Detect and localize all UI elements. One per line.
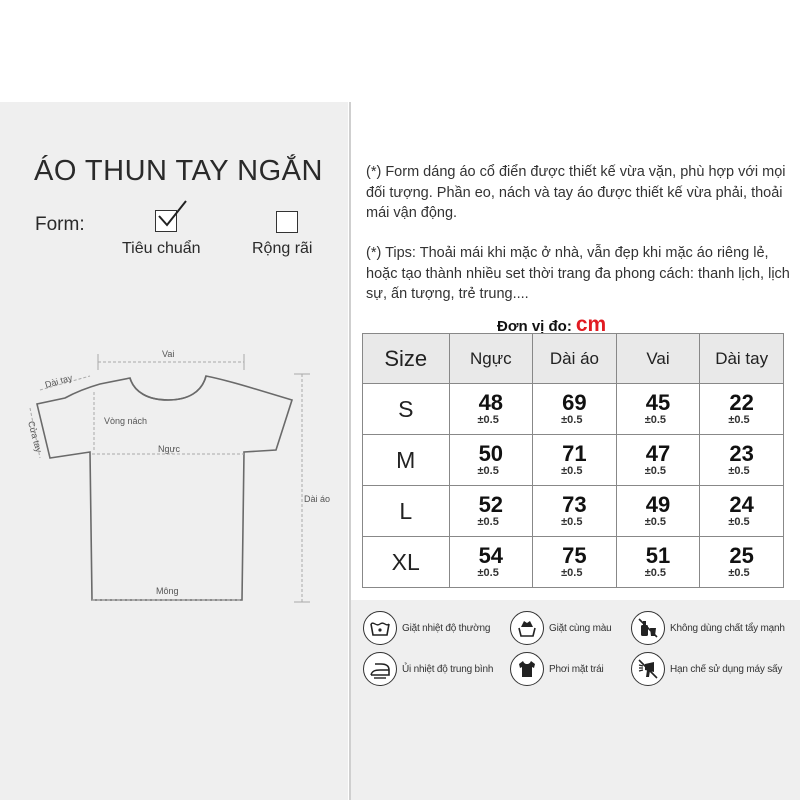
care-item-dry-inside-out — [510, 652, 604, 686]
care-item-no-bleach — [631, 611, 785, 645]
header-chest: Ngực — [449, 334, 533, 384]
value-cell — [449, 537, 533, 588]
size-cell: M — [363, 435, 450, 486]
table-header-row — [363, 334, 784, 384]
value-cell — [533, 435, 617, 486]
value-cell — [533, 486, 617, 537]
value-cell — [616, 384, 700, 435]
diagram-label-length: Dài áo — [304, 494, 331, 504]
care-label: Hạn chế sử dụng máy sấy — [670, 663, 783, 675]
value-cell — [700, 384, 784, 435]
diagram-label-shoulder: Vai — [162, 349, 175, 359]
tolerance: ±0.5 — [644, 465, 667, 477]
measurement-value: 23 — [729, 441, 754, 466]
care-item-wash-same-color — [510, 611, 611, 645]
tolerance: ±0.5 — [644, 567, 667, 579]
unit-value: cm — [575, 313, 607, 336]
form-standard-label: Tiêu chuẩn — [122, 240, 201, 257]
header-size: Size — [363, 334, 450, 384]
iron-medium-icon — [363, 652, 397, 686]
dry-inside-out-icon — [510, 652, 544, 686]
value-cell — [616, 486, 700, 537]
tolerance: ±0.5 — [644, 516, 667, 528]
styling-tips-note: (*) Tips: Thoải mái khi mặc ở nhà, vẫn đẹp khi mặc áo riêng lẻ, hoặc tạo thành nhiều set thời trang đa phong cách: thanh lịch, lịch sự, ấn tượng, trẻ trung.... — [366, 245, 790, 302]
care-item-wash-normal — [363, 611, 490, 645]
wash-normal-icon — [363, 611, 397, 645]
tolerance: ±0.5 — [728, 465, 750, 477]
table-row — [363, 435, 784, 486]
table-row — [363, 384, 784, 435]
care-label: Giặt cùng màu — [549, 622, 612, 634]
measurement-value: 47 — [645, 441, 671, 466]
tolerance: ±0.5 — [477, 414, 499, 426]
measurement-value: 54 — [478, 543, 504, 568]
measurement-value: 69 — [562, 390, 587, 415]
measurement-value: 51 — [645, 543, 671, 568]
value-cell — [533, 384, 617, 435]
header-shoulder: Vai — [616, 334, 700, 384]
tolerance: ±0.5 — [561, 516, 583, 528]
diagram-label-sleeve-length: Dài tay — [43, 372, 74, 390]
care-label: Ủi nhiệt độ trung bình — [402, 663, 494, 675]
form-description-note: (*) Form dáng áo cổ điển được thiết kế vừa vặn, phù hợp với mọi đối tượng. Phần eo, nách và tay áo được thiết kế vừa phải, thoải mái vận động. — [366, 164, 786, 221]
form-wide-label: Rộng rãi — [252, 240, 313, 257]
care-item-iron-medium — [363, 652, 493, 686]
size-cell: L — [363, 486, 450, 537]
tolerance: ±0.5 — [561, 567, 583, 579]
size-cell: XL — [363, 537, 450, 588]
no-bleach-icon — [631, 611, 665, 645]
size-table — [362, 333, 784, 588]
value-cell — [700, 486, 784, 537]
tolerance: ±0.5 — [477, 516, 499, 528]
product-title: ÁO THUN TAY NGẮN — [34, 155, 323, 187]
care-item-limit-dryer — [631, 652, 782, 686]
measurement-value: 71 — [562, 441, 587, 466]
value-cell — [449, 384, 533, 435]
measurement-value: 25 — [729, 543, 754, 568]
measurement-value: 24 — [729, 492, 754, 517]
value-cell — [616, 537, 700, 588]
value-cell — [449, 435, 533, 486]
form-label: Form: — [35, 214, 85, 235]
checkmark-icon — [153, 198, 189, 232]
measurement-value: 52 — [478, 492, 504, 517]
table-row — [363, 486, 784, 537]
table-row — [363, 537, 784, 588]
value-cell — [449, 486, 533, 537]
value-cell — [700, 435, 784, 486]
value-cell — [700, 537, 784, 588]
limit-dryer-icon — [631, 652, 665, 686]
measurement-value: 49 — [645, 492, 671, 517]
measurement-value: 50 — [478, 441, 504, 466]
care-label: Giặt nhiệt độ thường — [402, 622, 491, 634]
tshirt-outline — [37, 376, 292, 600]
measurement-value: 48 — [478, 390, 504, 415]
wash-same-color-icon — [510, 611, 544, 645]
measurement-value: 73 — [562, 492, 587, 517]
measurement-value: 22 — [729, 390, 754, 415]
tshirt-measurement-diagram — [20, 340, 340, 620]
header-length: Dài áo — [533, 334, 617, 384]
form-wide-checkbox[interactable] — [276, 211, 298, 233]
tolerance: ±0.5 — [561, 414, 583, 426]
tolerance: ±0.5 — [728, 567, 750, 579]
tolerance: ±0.5 — [728, 414, 750, 426]
diagram-label-sleeve-opening: Cửa tay — [26, 419, 45, 454]
measurement-value: 45 — [645, 390, 671, 415]
value-cell — [533, 537, 617, 588]
tolerance: ±0.5 — [477, 567, 499, 579]
tolerance: ±0.5 — [728, 516, 750, 528]
size-cell: S — [363, 384, 450, 435]
unit-label: Đơn vị đo: — [497, 318, 572, 335]
value-cell — [616, 435, 700, 486]
header-sleeve: Dài tay — [700, 334, 784, 384]
diagram-label-chest: Ngực — [158, 444, 181, 454]
tolerance: ±0.5 — [477, 465, 499, 477]
diagram-label-armhole: Vòng nách — [104, 416, 148, 426]
tolerance: ±0.5 — [561, 465, 583, 477]
measurement-value: 75 — [562, 543, 587, 568]
diagram-label-hip: Mông — [156, 586, 179, 596]
tolerance: ±0.5 — [644, 414, 667, 426]
care-label: Phơi mặt trái — [549, 663, 604, 675]
care-label: Không dùng chất tẩy mạnh — [670, 622, 785, 634]
